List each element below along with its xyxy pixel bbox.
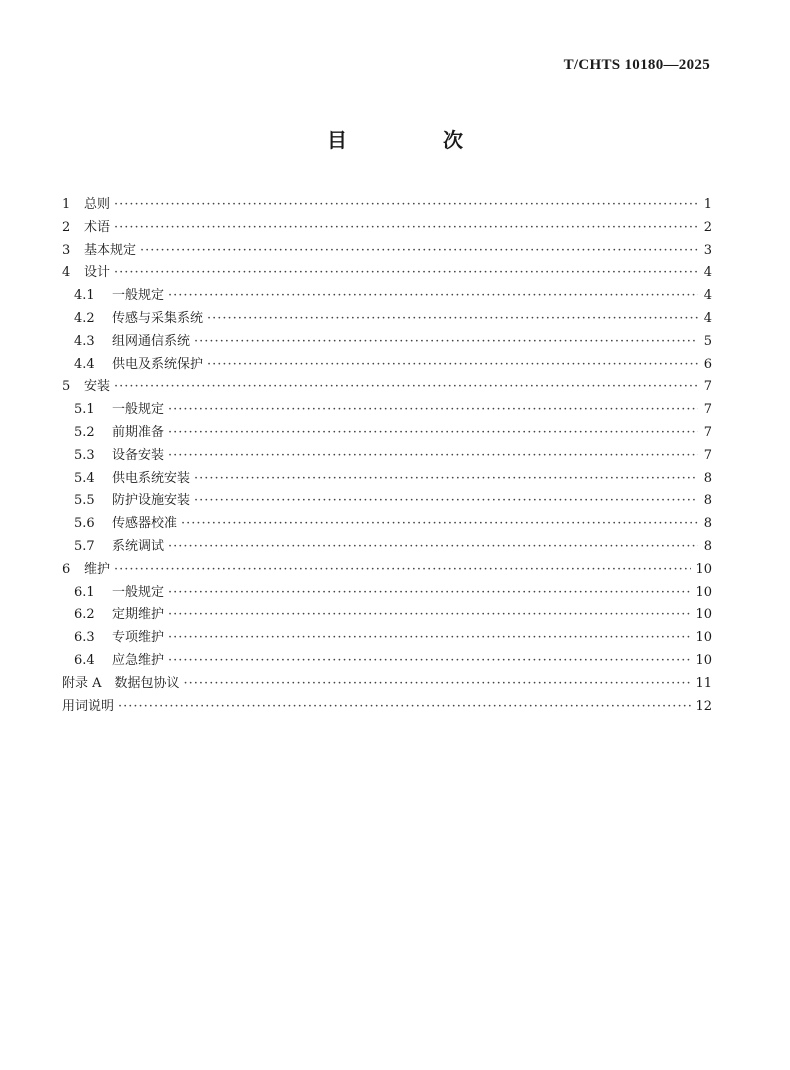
toc-entry-number: 1	[62, 197, 71, 212]
toc-entry-page: 11	[695, 675, 712, 691]
toc-entry-page: 10	[695, 607, 712, 623]
toc-leader-dots	[114, 379, 698, 394]
toc-entry-page: 4	[703, 265, 712, 281]
toc-entry-label: 总则	[84, 197, 111, 212]
toc-entry[interactable]	[62, 330, 712, 353]
toc-entry-label: 一般规定	[112, 584, 165, 600]
toc-entry[interactable]	[62, 512, 712, 535]
toc-entry[interactable]	[62, 216, 712, 239]
toc-entry-label: 系统调试	[112, 538, 165, 554]
toc-entry-page: 8	[703, 470, 712, 486]
toc-entry-label: 前期准备	[112, 424, 165, 440]
toc-leader-dots	[207, 311, 698, 326]
toc-entry-label: 设计	[84, 265, 111, 281]
toc-leader-dots	[114, 562, 691, 577]
toc-entry-label: 供电系统安装	[112, 470, 191, 486]
toc-leader-dots	[194, 334, 698, 349]
toc-entry-label: 传感与采集系统	[112, 310, 204, 326]
toc-entry-number: 6.2	[74, 607, 95, 623]
toc-leader-dots	[140, 243, 698, 258]
toc-leader-dots	[194, 471, 698, 486]
toc-entry-label: 基本规定	[84, 242, 137, 258]
toc-entry[interactable]	[62, 353, 712, 376]
toc-entry-page: 4	[703, 310, 712, 326]
toc-leader-dots	[184, 676, 692, 691]
toc-entry-page: 7	[703, 447, 712, 463]
toc-leader-dots	[168, 425, 698, 440]
toc-leader-dots	[168, 653, 691, 668]
toc-leader-dots	[207, 357, 698, 372]
toc-entry-number: 5	[62, 379, 71, 395]
toc-entry-label: 维护	[84, 561, 111, 577]
toc-entry-label: 设备安装	[112, 447, 165, 463]
toc-entry[interactable]	[62, 558, 712, 581]
toc-title: 目 次	[327, 128, 501, 152]
toc-entry[interactable]	[62, 444, 712, 467]
toc-entry[interactable]	[62, 672, 712, 695]
toc-entry[interactable]	[62, 307, 712, 330]
toc-leader-dots	[168, 630, 691, 645]
toc-entry-label: 一般规定	[112, 288, 165, 304]
toc-entry-page: 10	[695, 584, 712, 600]
table-of-contents	[62, 193, 712, 717]
toc-entry-label: 防护设施安装	[112, 493, 191, 509]
toc-entry-label: 一般规定	[112, 402, 165, 418]
toc-entry-label: 附录 A 数据包协议	[62, 675, 180, 691]
toc-entry-page: 3	[703, 242, 712, 258]
toc-entry[interactable]	[62, 535, 712, 558]
toc-entry-number: 5.1	[74, 402, 95, 418]
toc-entry-page: 8	[703, 538, 712, 554]
toc-entry-page: 5	[703, 333, 712, 349]
toc-entry-label: 安装	[84, 379, 111, 395]
toc-entry-number: 6.1	[74, 584, 95, 600]
toc-leader-dots	[114, 265, 698, 280]
toc-leader-dots	[168, 539, 698, 554]
toc-entry[interactable]	[62, 239, 712, 262]
toc-leader-dots	[181, 516, 698, 531]
toc-entry-page: 2	[703, 219, 712, 235]
toc-entry[interactable]	[62, 603, 712, 626]
toc-entry-number: 5.7	[74, 538, 95, 554]
toc-entry-number: 2	[62, 219, 71, 235]
toc-entry[interactable]	[62, 649, 712, 672]
toc-entry-number: 6.4	[74, 652, 95, 668]
toc-entry[interactable]	[62, 421, 712, 444]
toc-entry[interactable]	[62, 695, 712, 718]
toc-entry-page: 7	[703, 402, 712, 418]
toc-entry-label: 应急维护	[112, 652, 165, 668]
toc-leader-dots	[168, 402, 698, 417]
toc-leader-dots	[168, 448, 698, 463]
toc-entry-number: 4	[62, 265, 71, 281]
toc-leader-dots	[118, 699, 691, 714]
toc-entry-number: 5.3	[74, 447, 95, 463]
toc-leader-dots	[194, 493, 698, 508]
toc-entry[interactable]	[62, 467, 712, 490]
toc-entry-page: 10	[695, 561, 712, 577]
toc-entry-page: 7	[703, 379, 712, 395]
toc-entry-page: 8	[703, 493, 712, 509]
toc-entry-number: 3	[62, 242, 71, 258]
toc-entry-label: 定期维护	[112, 607, 165, 623]
toc-leader-dots	[114, 197, 698, 212]
toc-entry-page: 10	[695, 652, 712, 668]
toc-leader-dots	[168, 288, 698, 303]
toc-entry[interactable]	[62, 626, 712, 649]
toc-leader-dots	[168, 585, 691, 600]
toc-entry-label: 供电及系统保护	[112, 356, 204, 372]
toc-entry[interactable]	[62, 581, 712, 604]
toc-entry-number: 5.4	[74, 470, 95, 486]
toc-leader-dots	[114, 220, 698, 235]
toc-entry-number: 4.3	[74, 333, 95, 349]
toc-entry-label: 术语	[84, 219, 111, 235]
toc-entry-label: 组网通信系统	[112, 333, 191, 349]
toc-entry-label: 专项维护	[112, 630, 165, 646]
toc-entry-label: 用词说明	[62, 698, 115, 714]
toc-entry[interactable]	[62, 284, 712, 307]
toc-entry[interactable]	[62, 193, 712, 216]
toc-entry-page: 6	[703, 356, 712, 372]
toc-entry[interactable]	[62, 375, 712, 398]
toc-entry-page: 4	[703, 288, 712, 304]
toc-entry-page: 8	[703, 516, 712, 532]
toc-entry-number: 4.1	[74, 288, 95, 304]
toc-entry-page: 12	[695, 698, 712, 714]
toc-entry[interactable]	[62, 489, 712, 512]
toc-entry-label: 传感器校准	[112, 516, 178, 532]
toc-entry-number: 4.4	[74, 356, 95, 372]
toc-entry-number: 5.6	[74, 516, 95, 532]
toc-entry[interactable]	[62, 261, 712, 284]
toc-leader-dots	[168, 607, 691, 622]
toc-entry-number: 4.2	[74, 310, 95, 326]
toc-entry-page: 1	[703, 197, 712, 212]
toc-entry-page: 7	[703, 424, 712, 440]
toc-entry[interactable]	[62, 398, 712, 421]
standard-code: T/CHTS 10180—2025	[563, 57, 710, 73]
toc-entry-page: 10	[695, 630, 712, 646]
toc-entry-number: 5.2	[74, 424, 95, 440]
toc-entry-number: 6	[62, 561, 71, 577]
toc-entry-number: 6.3	[74, 630, 95, 646]
toc-entry-number: 5.5	[74, 493, 95, 509]
